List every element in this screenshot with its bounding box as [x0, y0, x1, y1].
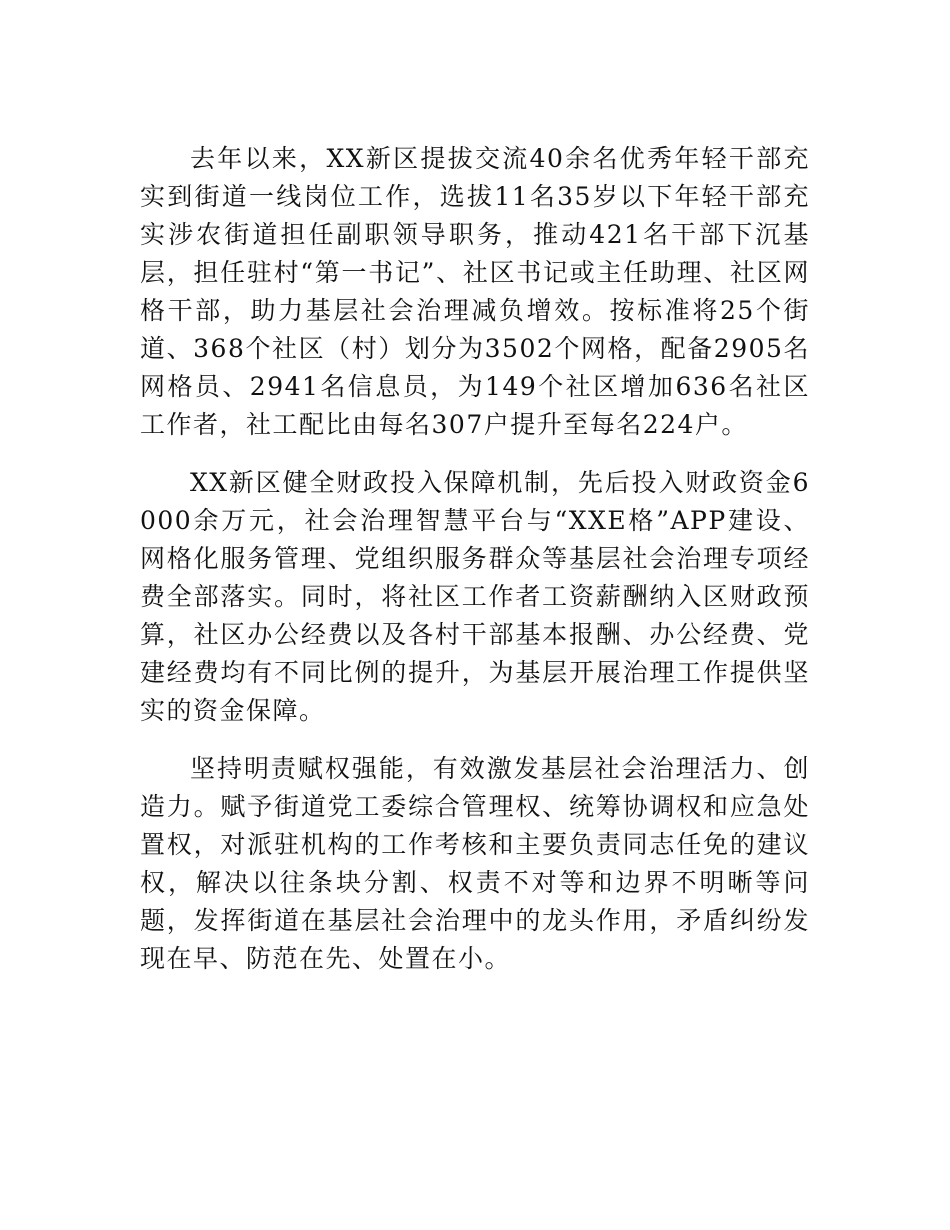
document-body [140, 140, 810, 978]
paragraph-financial-guarantee: XX新区健全财政投入保障机制，先后投入财政资金6000余万元，社会治理智慧平台与“XXE格”APP建设、网格化服务管理、党组织服务群众等基层社会治理专项经费全部落实。同时，将社区工作者工资薪酬纳入区财政预算，社区办公经费以及各村干部基本报酬、办公经费、党建经费均有不同比例的提升，为基层开展治理工作提供坚实的资金保障。 [140, 468, 810, 725]
paragraph-empowerment: 坚持明责赋权强能，有效激发基层社会治理活力、创造力。赋予街道党工委综合管理权、统筹协调权和应急处置权，对派驻机构的工作考核和主要负责同志任免的建议权，解决以往条块分割、权责不对等和边界不明晰等问题，发挥街道在基层社会治理中的龙头作用，矛盾纠纷发现在早、防范在先、处置在小。 [140, 754, 810, 973]
paragraph-cadre-allocation: 去年以来，XX新区提拔交流40余名优秀年轻干部充实到街道一线岗位工作，选拔11名35岁以下年轻干部充实涉农街道担任副职领导职务，推动421名干部下沉基层，担任驻村“第一书记”、社区书记或主任助理、社区网格干部，助力基层社会治理减负增效。按标准将25个街道、368个社区（村）划分为3502个网格，配备2905名网格员、2941名信息员，为149个社区增加636名社区工作者，社工配比由每名307户提升至每名224户。 [140, 144, 810, 439]
